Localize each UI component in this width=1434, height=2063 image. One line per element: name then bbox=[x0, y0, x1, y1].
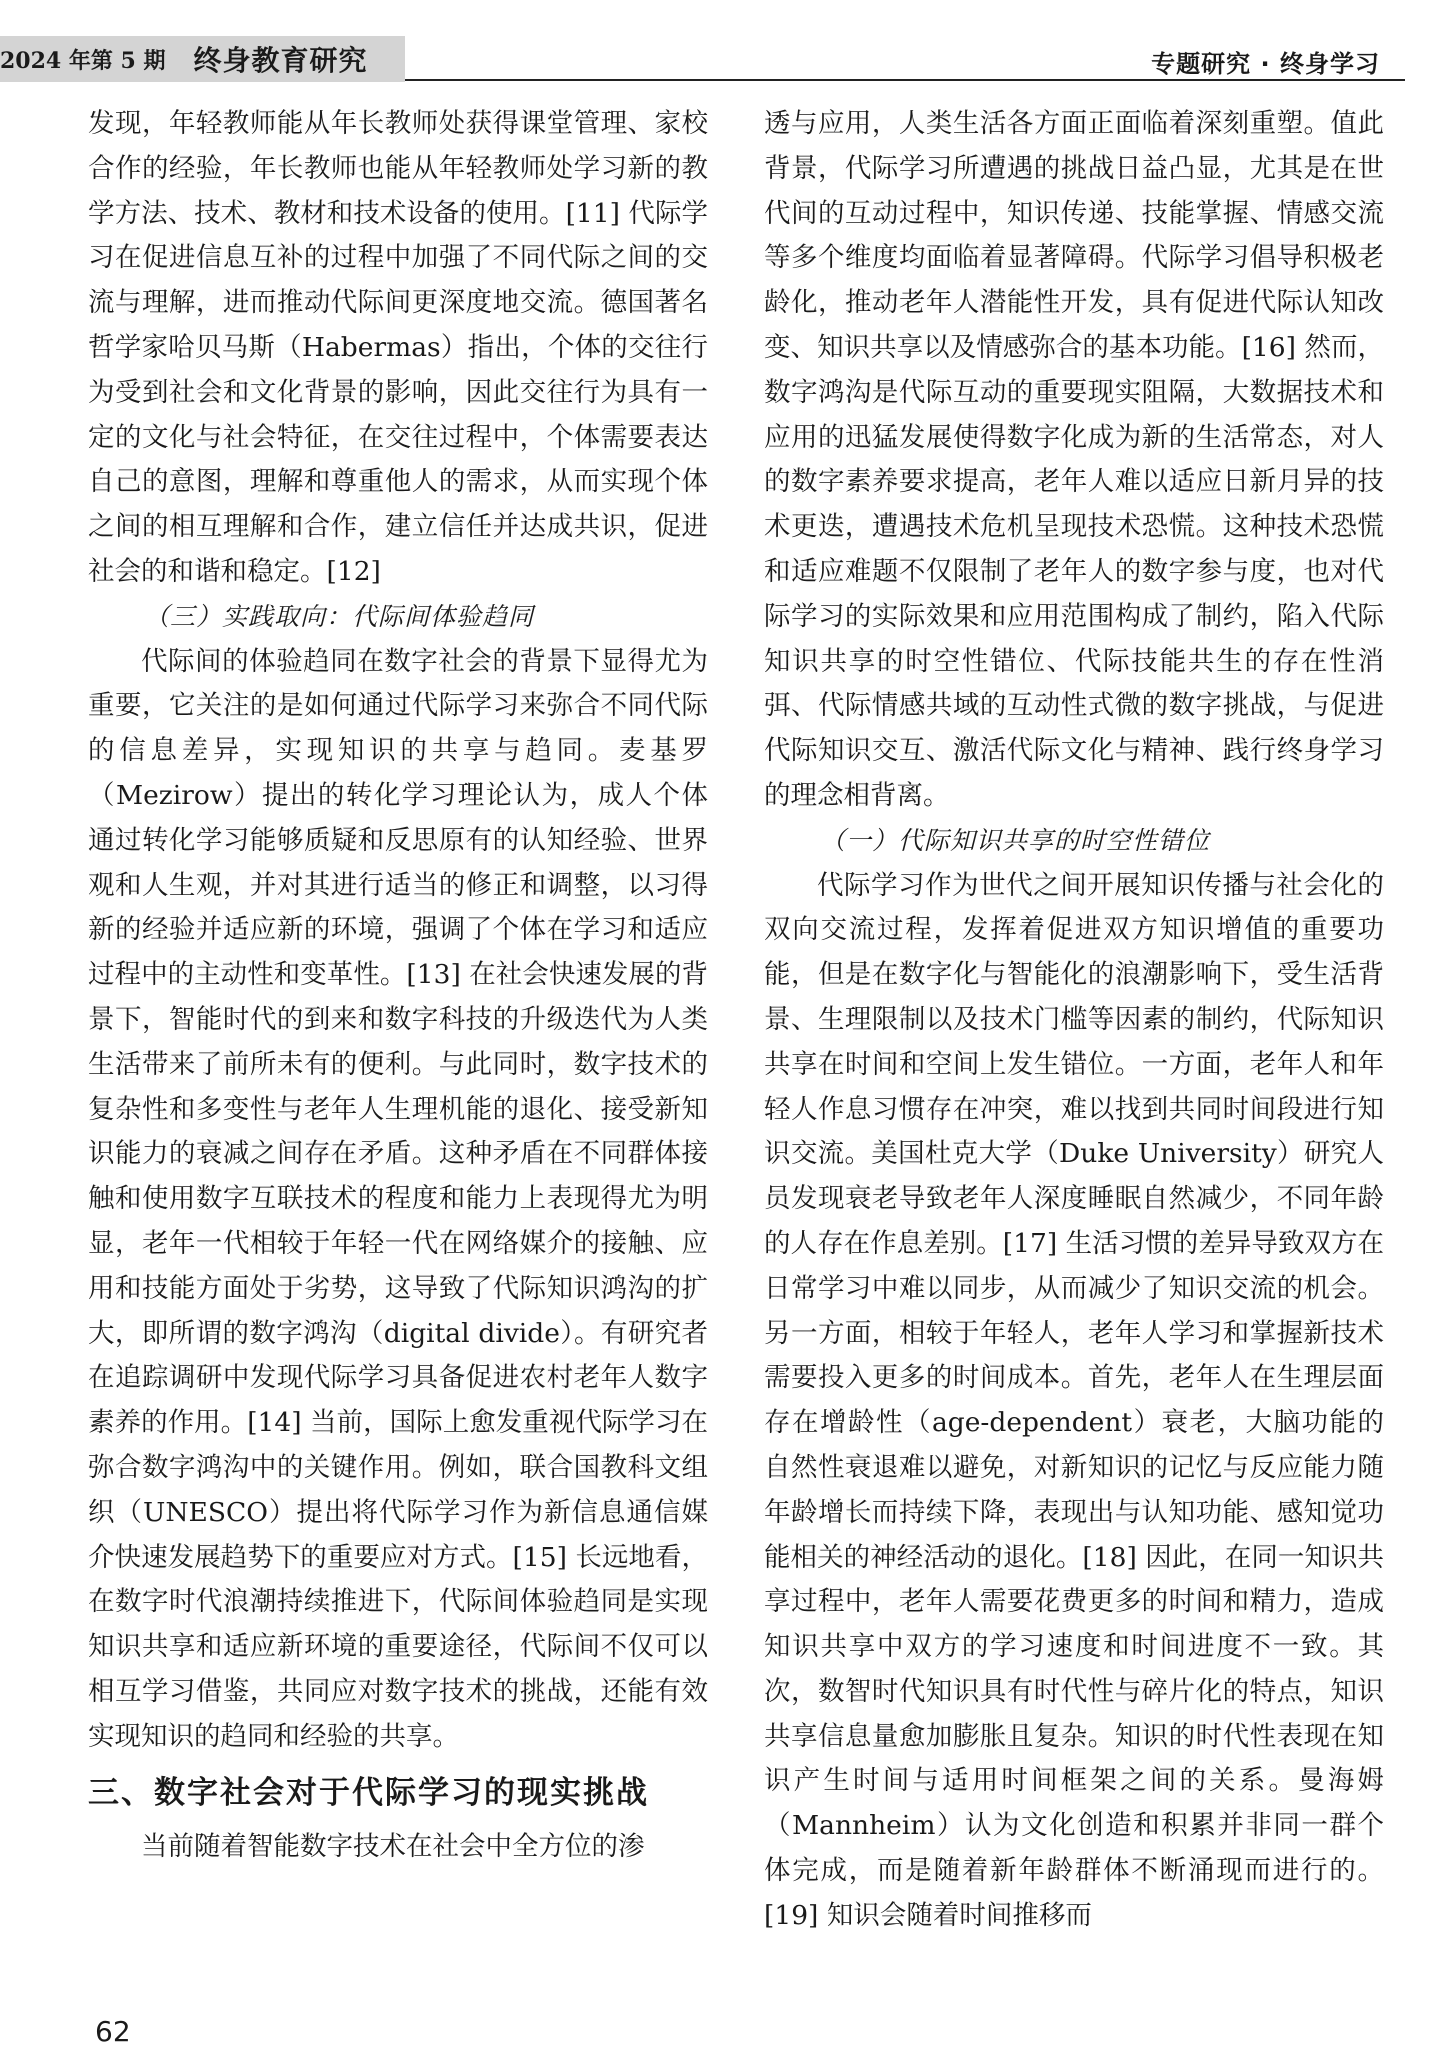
issue-label: 2024 年第 5 期 bbox=[0, 47, 166, 74]
running-header bbox=[0, 0, 1434, 80]
section-label: 专题研究 · 终身学习 bbox=[1151, 50, 1380, 78]
section-heading: 三、数字社会对于代际学习的现实挑战 bbox=[88, 1775, 649, 1812]
paragraph: 代际间的体验趋同在数字社会的背景下显得尤为重要，它关注的是如何通过代际学习来弥合不同代际的信息差异，实现知识的共享与趋同。麦基罗（Mezirow）提出的转化学习理论认为，成人个体通过转化学习能够质疑和反思原有的认知经验、世界观和人生观，并对其进行适当的修正和调整，以习得新的经验并适应新的环境，强调了个体在学习和适应过程中的主动性和变革性。[13] 在社会快速发展的背景下，智能时代的到来和数字科技的升级迭代为人类生活带来了前所未有的便利。与此同时，数字技术的复杂性和多变性与老年人生理机能的退化、接受新知识能力的衰减之间存在矛盾。这种矛盾在不同群体接触和使用数字互联技术的程度和能力上表现得尤为明显，老年一代相较于年轻一代在网络媒介的接触、应用和技能方面处于劣势，这导致了代际知识鸿沟的扩大，即所谓的数字鸿沟（digital divide）。有研究者在追踪调研中发现代际学习具备促进农村老年人数字素养的作用。[14] 当前，国际上愈发重视代际学习在弥合数字鸿沟中的关键作用。例如，联合国教科文组织（UNESCO）提出将代际学习作为新信息通信媒介快速发展趋势下的重要应对方式。[15] 长远地看，在数字时代浪潮持续推进下，代际间体验趋同是实现知识共享和适应新环境的重要途径，代际间不仅可以相互学习借鉴，共同应对数字技术的挑战，还能有效实现知识的趋同和经验的共享。 bbox=[88, 645, 708, 1752]
paragraph: 透与应用，人类生活各方面正面临着深刻重塑。值此背景，代际学习所遭遇的挑战日益凸显，尤其是在世代间的互动过程中，知识传递、技能掌握、情感交流等多个维度均面临着显著障碍。代际学习倡导积极老龄化，推动老年人潜能性开发，具有促进代际认知改变、知识共享以及情感弥合的基本功能。[16] 然而，数字鸿沟是代际互动的重要现实阻隔，大数据技术和应用的迅猛发展使得数字化成为新的生活常态，对人的数字素养要求提高，老年人难以适应日新月异的技术更迭，遭遇技术危机呈现技术恐慌。这种技术恐慌和适应难题不仅限制了老年人的数字参与度，也对代际学习的实际效果和应用范围构成了制约，陷入代际知识共享的时空性错位、代际技能共生的存在性消弭、代际情感共域的互动性式微的数字挑战，与促进代际知识交互、激活代际文化与精神、践行终身学习的理念相背离。 bbox=[764, 108, 1384, 811]
subsection-heading: （三）实践取向：代际间体验趋同 bbox=[144, 601, 535, 631]
left-column bbox=[88, 102, 708, 1870]
paragraph: 代际学习作为世代之间开展知识传播与社会化的双向交流过程，发挥着促进双方知识增值的重要功能，但是在数字化与智能化的浪潮影响下，受生活背景、生理限制以及技术门槛等因素的制约，代际知识共享在时间和空间上发生错位。一方面，老年人和年轻人作息习惯存在冲突，难以找到共同时间段进行知识交流。美国杜克大学（Duke University）研究人员发现衰老导致老年人深度睡眠自然减少，不同年龄的人存在作息差别。[17] 生活习惯的差异导致双方在日常学习中难以同步，从而减少了知识交流的机会。另一方面，相较于年轻人，老年人学习和掌握新技术需要投入更多的时间成本。首先，老年人在生理层面存在增龄性（age-dependent）衰老，大脑功能的自然性衰退难以避免，对新知识的记忆与反应能力随年龄增长而持续下降，表现出与认知功能、感知觉功能相关的神经活动的退化。[18] 因此，在同一知识共享过程中，老年人需要花费更多的时间和精力，造成知识共享中双方的学习速度和时间进度不一致。其次，数智时代知识具有时代性与碎片化的特点，知识共享信息量愈加膨胀且复杂。知识的时代性表现在知识产生时间与适用时间框架之间的关系。曼海姆（Mannheim）认为文化创造和积累并非同一群个体完成，而是随着新年龄群体不断涌现而进行的。[19] 知识会随着时间推移而 bbox=[764, 869, 1384, 1931]
journal-title: 终身教育研究 bbox=[193, 44, 368, 77]
right-column bbox=[764, 102, 1384, 1939]
subsection-heading: （一）代际知识共享的时空性错位 bbox=[820, 825, 1211, 855]
page-number: 62 bbox=[95, 2015, 131, 2048]
paragraph: 发现，年轻教师能从年长教师处获得课堂管理、家校合作的经验，年长教师也能从年轻教师处学习新的教学方法、技术、教材和技术设备的使用。[11] 代际学习在促进信息互补的过程中加强了不同代际之间的交流与理解，进而推动代际间更深度地交流。德国著名哲学家哈贝马斯（Habermas）指出，个体的交往行为受到社会和文化背景的影响，因此交往行为具有一定的文化与社会特征，在交往过程中，个体需要表达自己的意图，理解和尊重他人的需求，从而实现个体之间的相互理解和合作，建立信任并达成共识，促进社会的和谐和稳定。[12] bbox=[88, 108, 708, 587]
paragraph: 当前随着智能数字技术在社会中全方位的渗 bbox=[141, 1831, 645, 1863]
header-rule bbox=[405, 79, 1405, 81]
header-left bbox=[0, 36, 400, 82]
